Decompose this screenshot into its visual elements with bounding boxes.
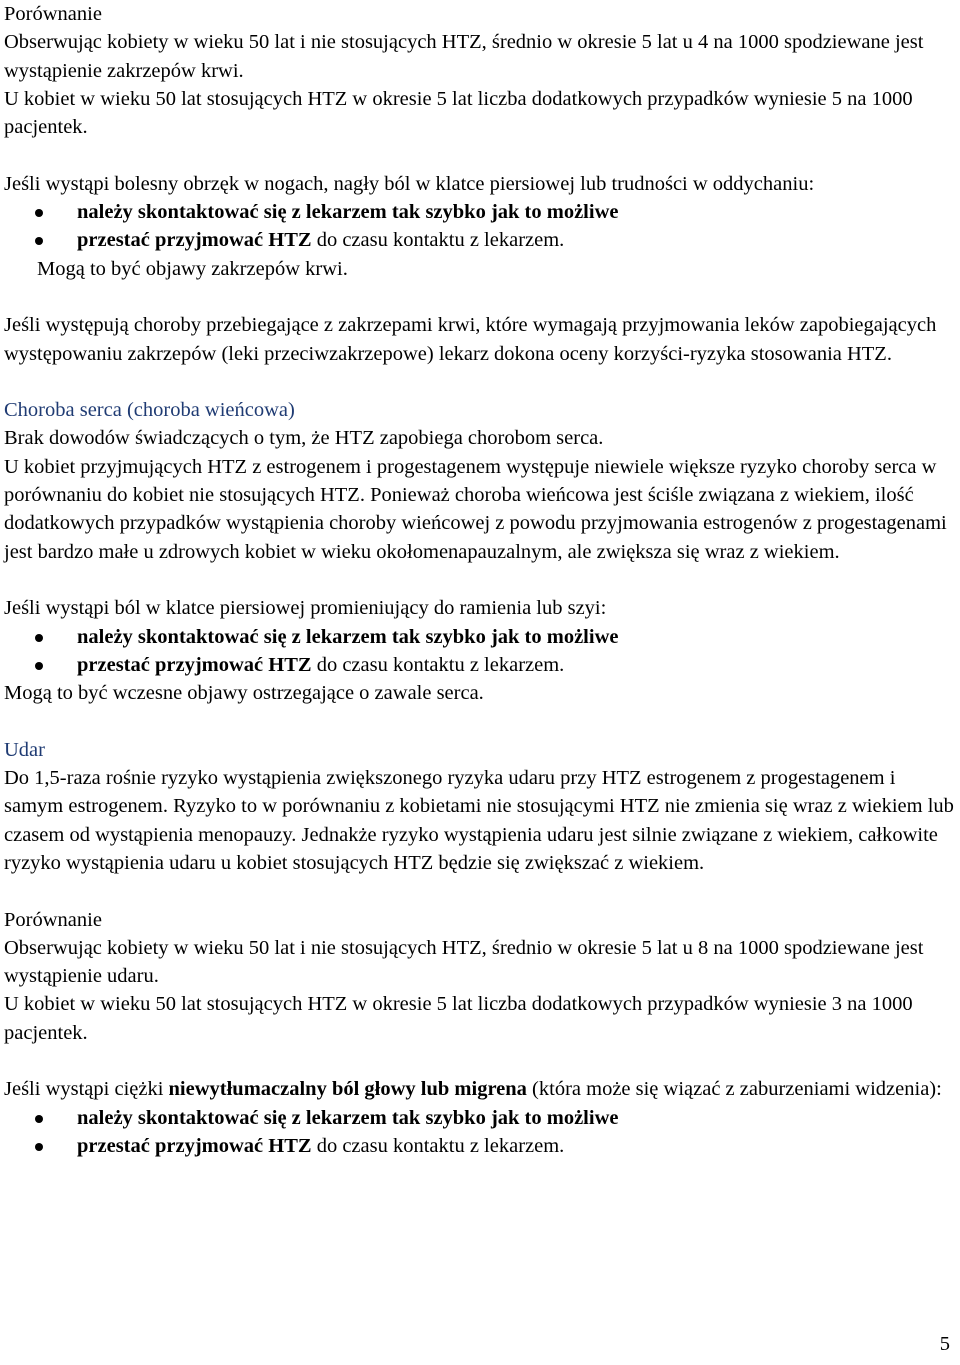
document-body xyxy=(4,0,958,1160)
paragraph: U kobiet w wieku 50 lat stosujących HTZ w okresie 5 lat liczba dodatkowych przypadków wyniesie 5 na 1000 pacjentek. xyxy=(4,87,913,139)
list-item: przestać przyjmować HTZ do czasu kontaktu z lekarzem. xyxy=(4,1132,958,1160)
page-number: 5 xyxy=(939,1333,950,1355)
bullet-list xyxy=(4,198,958,255)
section-heading: Porównanie xyxy=(4,908,102,931)
paragraph: U kobiet w wieku 50 lat stosujących HTZ w okresie 5 lat liczba dodatkowych przypadków wyniesie 3 na 1000 pacjentek. xyxy=(4,993,913,1044)
section-migraine xyxy=(4,1075,958,1160)
section-heart-symptoms xyxy=(4,594,958,707)
paragraph: Mogą to być wczesne objawy ostrzegające o zawale serca. xyxy=(4,682,484,705)
paragraph: U kobiet przyjmujących HTZ z estrogenem i progestagenem występuje niewiele większe ryzyko choroby serca w porównaniu do kobiet nie stosujących HTZ. Ponieważ choroba wieńcowa jest ściśle związana z wiekiem, ilość dodatkowych przypadków wystąpienia choroby wieńcowej z powodu przyjmowania estrogenów z progestagenami jest bardzo małe u zdrowych kobiet w wieku okołomenapauzalnym, ale zwiększa się wraz z wiekiem. xyxy=(4,455,947,563)
section-heading: Choroba serca (choroba wieńcowa) xyxy=(4,399,295,422)
section-clot-symptoms xyxy=(4,170,958,283)
paragraph: Jeśli wystąpi ciężki niewytłumaczalny ból głowy lub migrena (która może się wiązać z zaburzeniami widzenia): xyxy=(4,1078,942,1101)
section-comparison-stroke xyxy=(4,906,958,1047)
bullet-list xyxy=(4,623,958,680)
section-heart-disease xyxy=(4,396,958,566)
list-item: należy skontaktować się z lekarzem tak szybko jak to możliwe xyxy=(4,1104,958,1132)
paragraph: Brak dowodów świadczących o tym, że HTZ zapobiega chorobom serca. xyxy=(4,427,604,450)
paragraph: Jeśli wystąpi ból w klatce piersiowej promieniujący do ramienia lub szyi: xyxy=(4,597,607,620)
section-stroke xyxy=(4,736,958,877)
paragraph: Obserwując kobiety w wieku 50 lat i nie stosujących HTZ, średnio w okresie 5 lat u 8 na 1000 spodziewane jest wystąpienie udaru. xyxy=(4,936,924,988)
list-item: przestać przyjmować HTZ do czasu kontaktu z lekarzem. xyxy=(4,651,958,679)
bullet-list xyxy=(4,1104,958,1161)
list-item: przestać przyjmować HTZ do czasu kontaktu z lekarzem. xyxy=(4,226,958,254)
section-heading: Porównanie xyxy=(4,3,102,25)
list-item: należy skontaktować się z lekarzem tak szybko jak to możliwe xyxy=(4,198,958,226)
paragraph: Jeśli występują choroby przebiegające z zakrzepami krwi, które wymagają przyjmowania leków zapobiegających występowaniu zakrzepów (leki przeciwzakrzepowe) lekarz dokona oceny korzyści-ryzyka stosowania HTZ. xyxy=(4,314,937,365)
list-item: należy skontaktować się z lekarzem tak szybko jak to możliwe xyxy=(4,623,958,651)
paragraph: Mogą to być objawy zakrzepów krwi. xyxy=(37,257,348,280)
paragraph: Obserwując kobiety w wieku 50 lat i nie stosujących HTZ, średnio w okresie 5 lat u 4 na 1000 spodziewane jest wystąpienie zakrzepów krwi. xyxy=(4,31,924,82)
section-anticoagulants xyxy=(4,311,958,368)
section-heading: Udar xyxy=(4,738,45,761)
paragraph: Jeśli wystąpi bolesny obrzęk w nogach, nagły ból w klatce piersiowej lub trudności w oddychaniu: xyxy=(4,172,815,195)
section-comparison-clots xyxy=(4,0,958,141)
paragraph: Do 1,5-raza rośnie ryzyko wystąpienia zwiększonego ryzyka udaru przy HTZ estrogenem z progestagenem i samym estrogenem. Ryzyko to w porównaniu z kobietami nie stosującymi HTZ nie zmienia się wraz z wiekiem lub czasem od wystąpienia menopauzy. Jednakże ryzyko wystąpienia udaru jest silnie związane z wiekiem, całkowite ryzyko wystąpienia udaru u kobiet stosujących HTZ będzie się zwiększać z wiekiem. xyxy=(4,767,954,874)
